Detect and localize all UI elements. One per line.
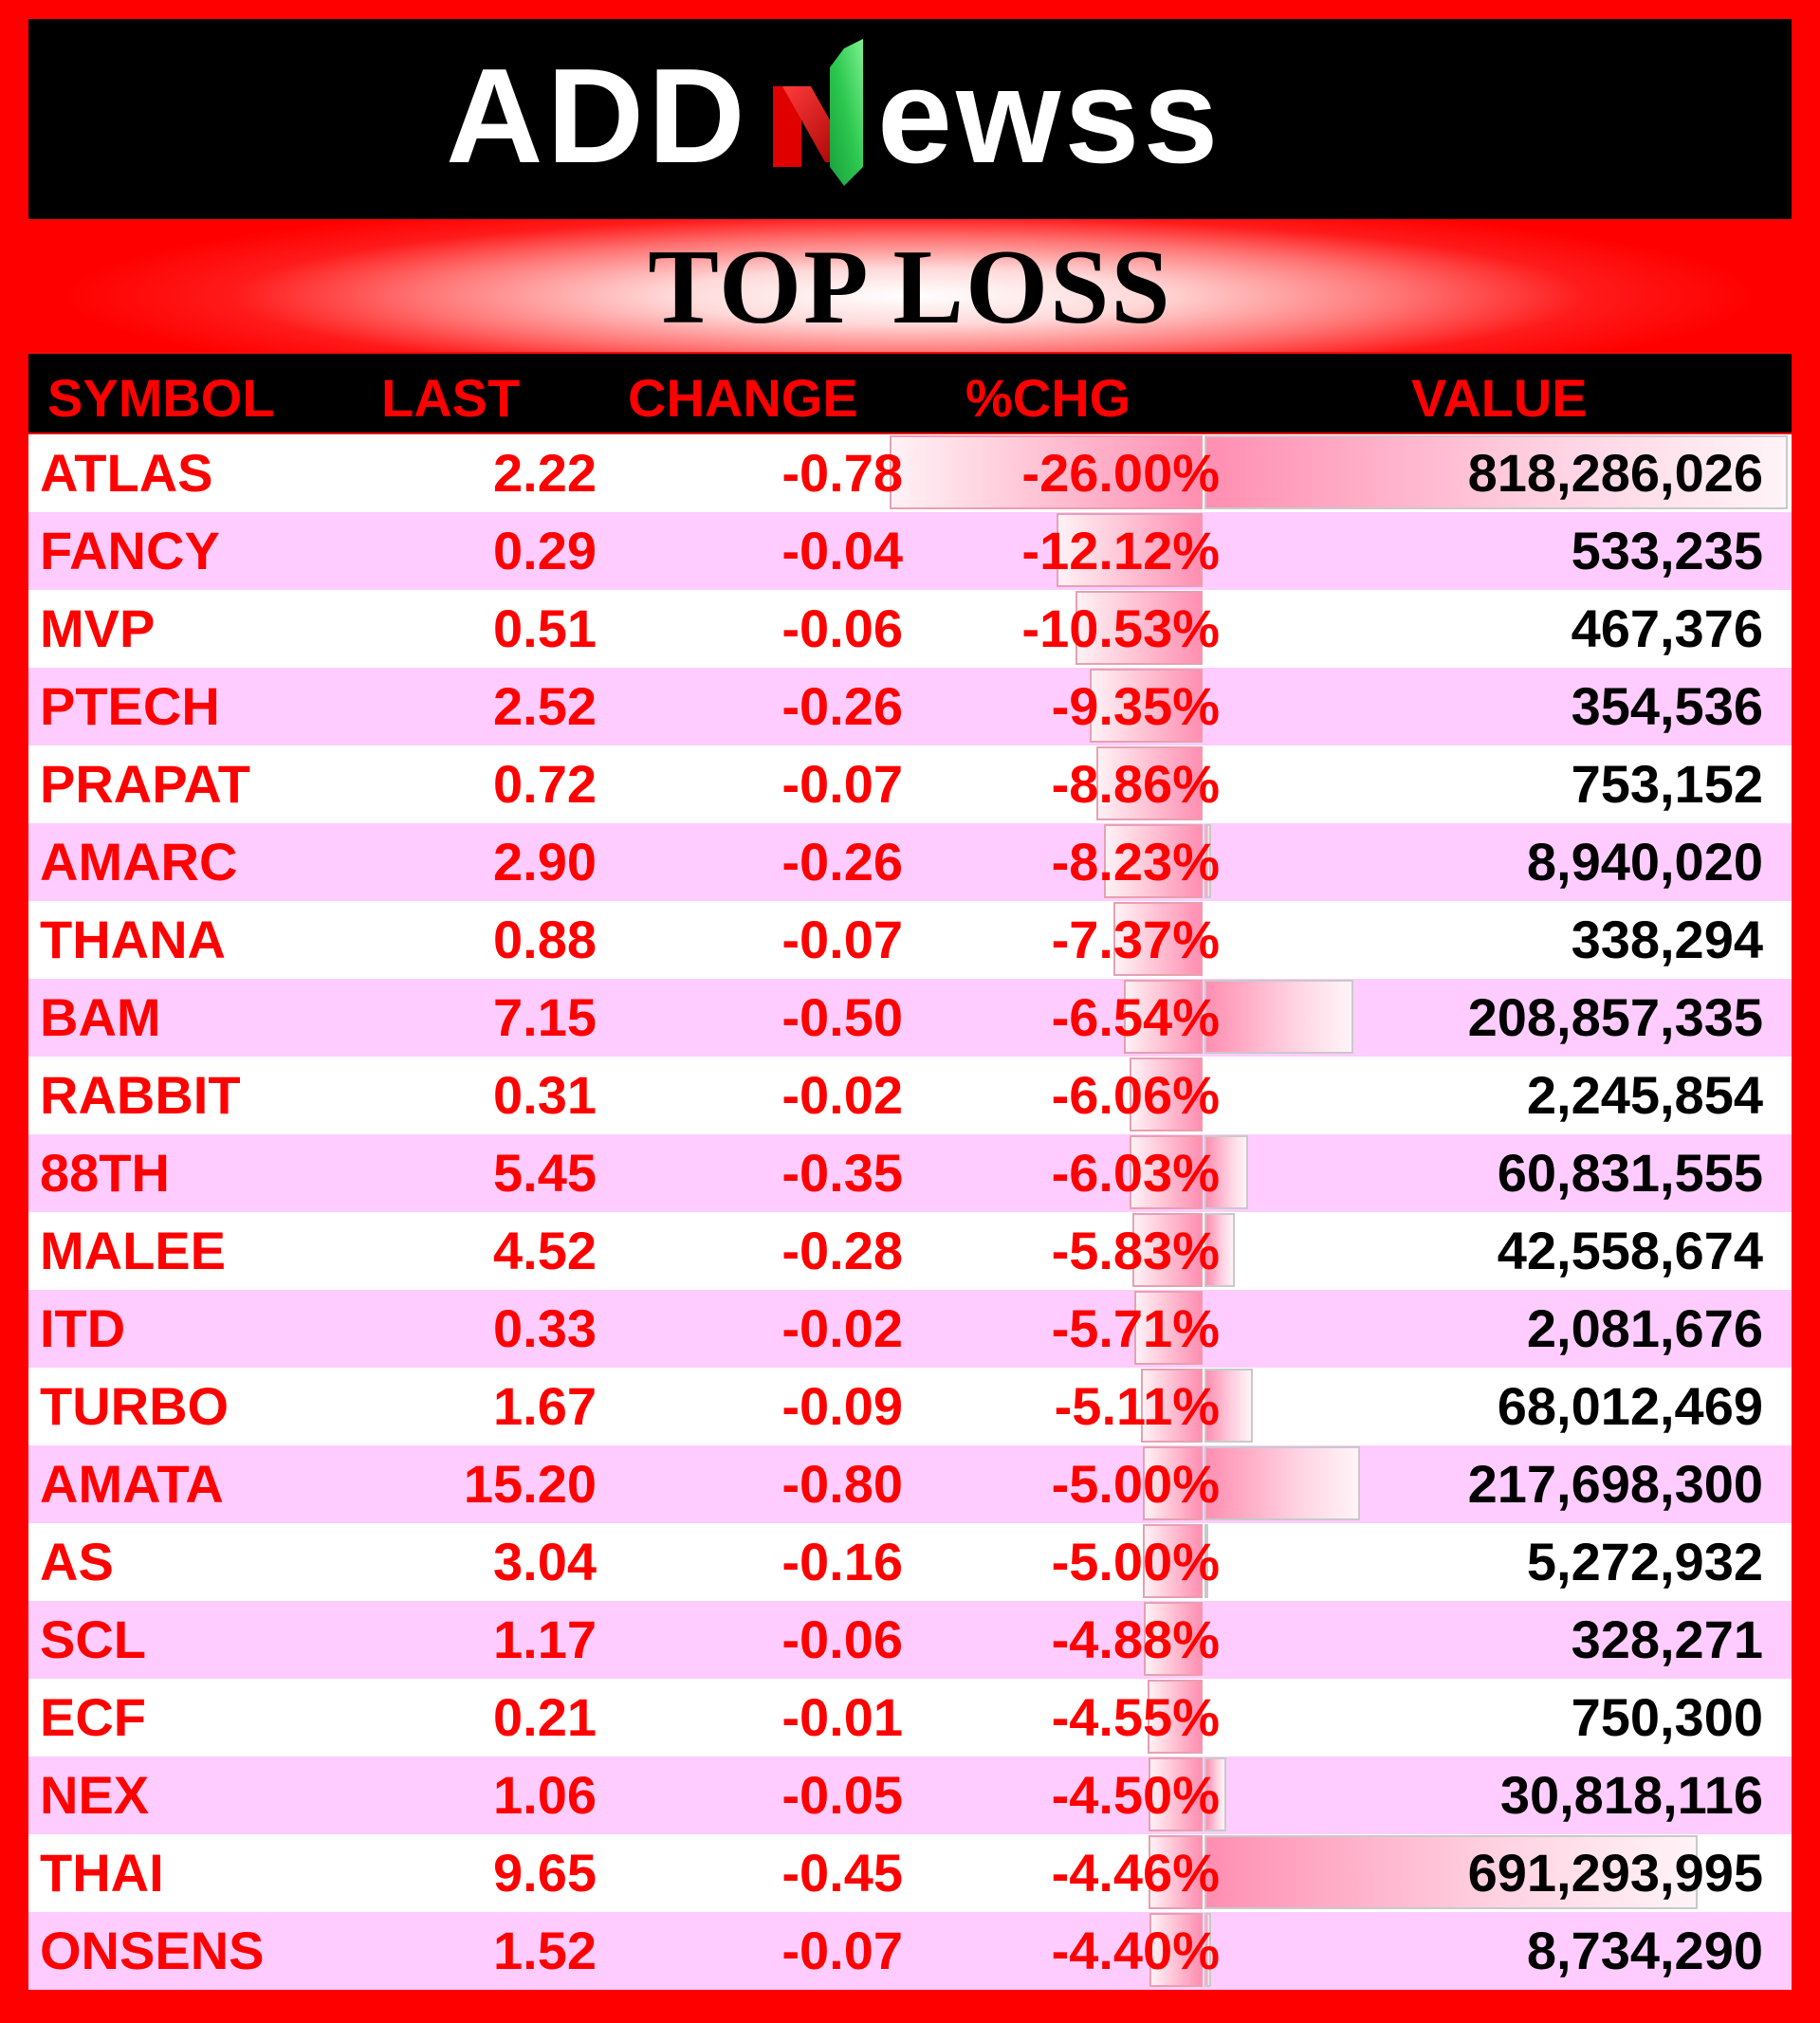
last-cell: 9.65 — [493, 1843, 597, 1903]
last-cell: 0.29 — [493, 521, 597, 580]
change-cell: -0.09 — [781, 1376, 903, 1436]
pct-cell: -7.37% — [1051, 910, 1220, 969]
value-cell: 68,012,469 — [1497, 1376, 1763, 1436]
table-row — [28, 745, 1792, 823]
value-cell: 30,818,116 — [1499, 1765, 1763, 1825]
value-cell: 5,272,932 — [1526, 1532, 1763, 1591]
table-row — [28, 1057, 1792, 1134]
last-cell: 2.22 — [493, 443, 597, 503]
pct-cell: -5.71% — [1051, 1298, 1220, 1358]
change-cell: -0.04 — [781, 521, 903, 580]
pct-cell: -26.00% — [1021, 443, 1220, 503]
last-cell: 0.72 — [493, 754, 597, 814]
symbol-cell: RABBIT — [40, 1065, 241, 1125]
pct-cell: -8.86% — [1051, 754, 1220, 814]
change-cell: -0.05 — [781, 1765, 903, 1825]
last-cell: 0.33 — [493, 1298, 597, 1358]
symbol-cell: PTECH — [40, 676, 220, 736]
value-cell: 691,293,995 — [1467, 1843, 1763, 1903]
symbol-cell: THANA — [40, 910, 226, 969]
symbol-cell: 88TH — [40, 1143, 170, 1203]
table-row — [28, 1523, 1792, 1601]
change-cell: -0.35 — [781, 1143, 903, 1203]
change-cell: -0.45 — [781, 1843, 903, 1903]
pct-cell: -4.46% — [1051, 1843, 1220, 1903]
symbol-cell: THAI — [40, 1843, 164, 1903]
change-cell: -0.02 — [781, 1065, 903, 1125]
pct-cell: -5.00% — [1051, 1454, 1220, 1514]
symbol-cell: AS — [40, 1532, 114, 1591]
change-cell: -0.50 — [781, 987, 903, 1047]
last-cell: 1.52 — [493, 1921, 597, 1980]
table-row — [28, 1368, 1792, 1445]
change-cell: -0.07 — [781, 1921, 903, 1980]
logo-n-icon — [773, 39, 863, 186]
logo-text-right: ewss — [876, 40, 1222, 192]
value-cell: 42,558,674 — [1497, 1221, 1763, 1280]
pct-cell: -10.53% — [1021, 598, 1220, 658]
symbol-cell: PRAPAT — [40, 754, 250, 814]
pct-cell: -4.40% — [1051, 1921, 1220, 1980]
table-row — [28, 1756, 1792, 1834]
pct-cell: -6.54% — [1051, 987, 1220, 1047]
symbol-cell: TURBO — [40, 1376, 230, 1436]
value-cell: 2,245,854 — [1526, 1065, 1763, 1125]
change-cell: -0.16 — [781, 1532, 903, 1591]
change-cell: -0.80 — [781, 1454, 903, 1514]
value-data-bar — [1204, 1446, 1360, 1520]
last-cell: 0.31 — [493, 1065, 597, 1125]
table-row — [28, 1134, 1792, 1212]
change-cell: -0.28 — [781, 1221, 903, 1280]
change-cell: -0.06 — [781, 1609, 903, 1669]
value-cell: 217,698,300 — [1467, 1454, 1763, 1514]
table-row — [28, 1290, 1792, 1368]
table-row — [28, 668, 1792, 745]
change-cell: -0.01 — [781, 1687, 903, 1747]
symbol-cell: FANCY — [40, 521, 220, 580]
pct-cell: -4.50% — [1051, 1765, 1220, 1825]
pct-cell: -6.06% — [1051, 1065, 1220, 1125]
last-cell: 2.52 — [493, 676, 597, 736]
last-cell: 7.15 — [493, 987, 597, 1047]
table-row — [28, 1834, 1792, 1912]
pct-cell: -6.03% — [1051, 1143, 1220, 1203]
table-row — [28, 1679, 1792, 1756]
value-cell: 8,940,020 — [1526, 832, 1763, 892]
title-band — [28, 219, 1792, 352]
change-cell: -0.06 — [781, 598, 903, 658]
logo-text-left: ADD — [445, 40, 749, 192]
last-cell: 3.04 — [493, 1532, 597, 1591]
symbol-cell: AMATA — [40, 1454, 224, 1514]
value-cell: 338,294 — [1571, 910, 1763, 969]
symbol-cell: ECF — [40, 1687, 146, 1747]
value-cell: 2,081,676 — [1526, 1298, 1763, 1358]
table-row — [28, 823, 1792, 901]
header-pct: %CHG — [965, 368, 1131, 428]
value-cell: 208,857,335 — [1467, 987, 1763, 1047]
symbol-cell: MALEE — [40, 1221, 226, 1280]
table-row — [28, 1445, 1792, 1523]
pct-cell: -5.83% — [1051, 1221, 1220, 1280]
pct-cell: -4.88% — [1051, 1609, 1220, 1669]
symbol-cell: MVP — [40, 598, 156, 658]
pct-cell: -12.12% — [1021, 521, 1220, 580]
value-cell: 8,734,290 — [1526, 1921, 1763, 1980]
last-cell: 1.06 — [493, 1765, 597, 1825]
table-row — [28, 590, 1792, 668]
symbol-cell: ATLAS — [40, 443, 213, 503]
pct-cell: -8.23% — [1051, 832, 1220, 892]
header-change: CHANGE — [628, 368, 858, 428]
value-cell: 818,286,026 — [1467, 443, 1763, 503]
pct-cell: -5.00% — [1051, 1532, 1220, 1591]
value-cell: 60,831,555 — [1497, 1143, 1763, 1203]
last-cell: 15.20 — [463, 1454, 597, 1514]
last-cell: 4.52 — [493, 1221, 597, 1280]
table-header — [28, 354, 1792, 432]
table-row — [28, 512, 1792, 590]
logo-bar — [28, 19, 1792, 219]
change-cell: -0.78 — [781, 443, 903, 503]
symbol-cell: BAM — [40, 987, 161, 1047]
page-title: TOP LOSS — [648, 229, 1172, 346]
value-cell: 467,376 — [1571, 598, 1763, 658]
value-cell: 750,300 — [1571, 1687, 1763, 1747]
change-cell: -0.26 — [781, 676, 903, 736]
symbol-cell: ITD — [40, 1298, 126, 1358]
symbol-cell: NEX — [40, 1765, 150, 1825]
last-cell: 0.51 — [493, 598, 597, 658]
value-cell: 533,235 — [1571, 521, 1763, 580]
symbol-cell: SCL — [40, 1609, 146, 1669]
change-cell: -0.26 — [781, 832, 903, 892]
table-row — [28, 434, 1792, 512]
last-cell: 5.45 — [493, 1143, 597, 1203]
symbol-cell: AMARC — [40, 832, 238, 892]
header-value: VALUE — [1411, 368, 1588, 428]
bottom-frame — [28, 1990, 1792, 2004]
table-row — [28, 1601, 1792, 1679]
value-data-bar — [1204, 980, 1353, 1054]
last-cell: 0.88 — [493, 910, 597, 969]
symbol-cell: ONSENS — [40, 1921, 265, 1980]
value-cell: 753,152 — [1571, 754, 1763, 814]
change-cell: -0.07 — [781, 910, 903, 969]
last-cell: 1.67 — [493, 1376, 597, 1436]
last-cell: 0.21 — [493, 1687, 597, 1747]
change-cell: -0.02 — [781, 1298, 903, 1358]
table-row — [28, 901, 1792, 979]
change-cell: -0.07 — [781, 754, 903, 814]
table-row — [28, 1212, 1792, 1290]
pct-cell: -9.35% — [1051, 676, 1220, 736]
pct-cell: -5.11% — [1054, 1376, 1220, 1436]
addnewss-logo — [446, 29, 1375, 210]
pct-cell: -4.55% — [1051, 1687, 1220, 1747]
header-symbol: SYMBOL — [47, 368, 275, 428]
table-row — [28, 979, 1792, 1057]
value-cell: 354,536 — [1571, 676, 1763, 736]
value-cell: 328,271 — [1571, 1609, 1763, 1669]
header-last: LAST — [381, 368, 521, 428]
last-cell: 2.90 — [493, 832, 597, 892]
table-row — [28, 1912, 1792, 1990]
last-cell: 1.17 — [493, 1609, 597, 1669]
